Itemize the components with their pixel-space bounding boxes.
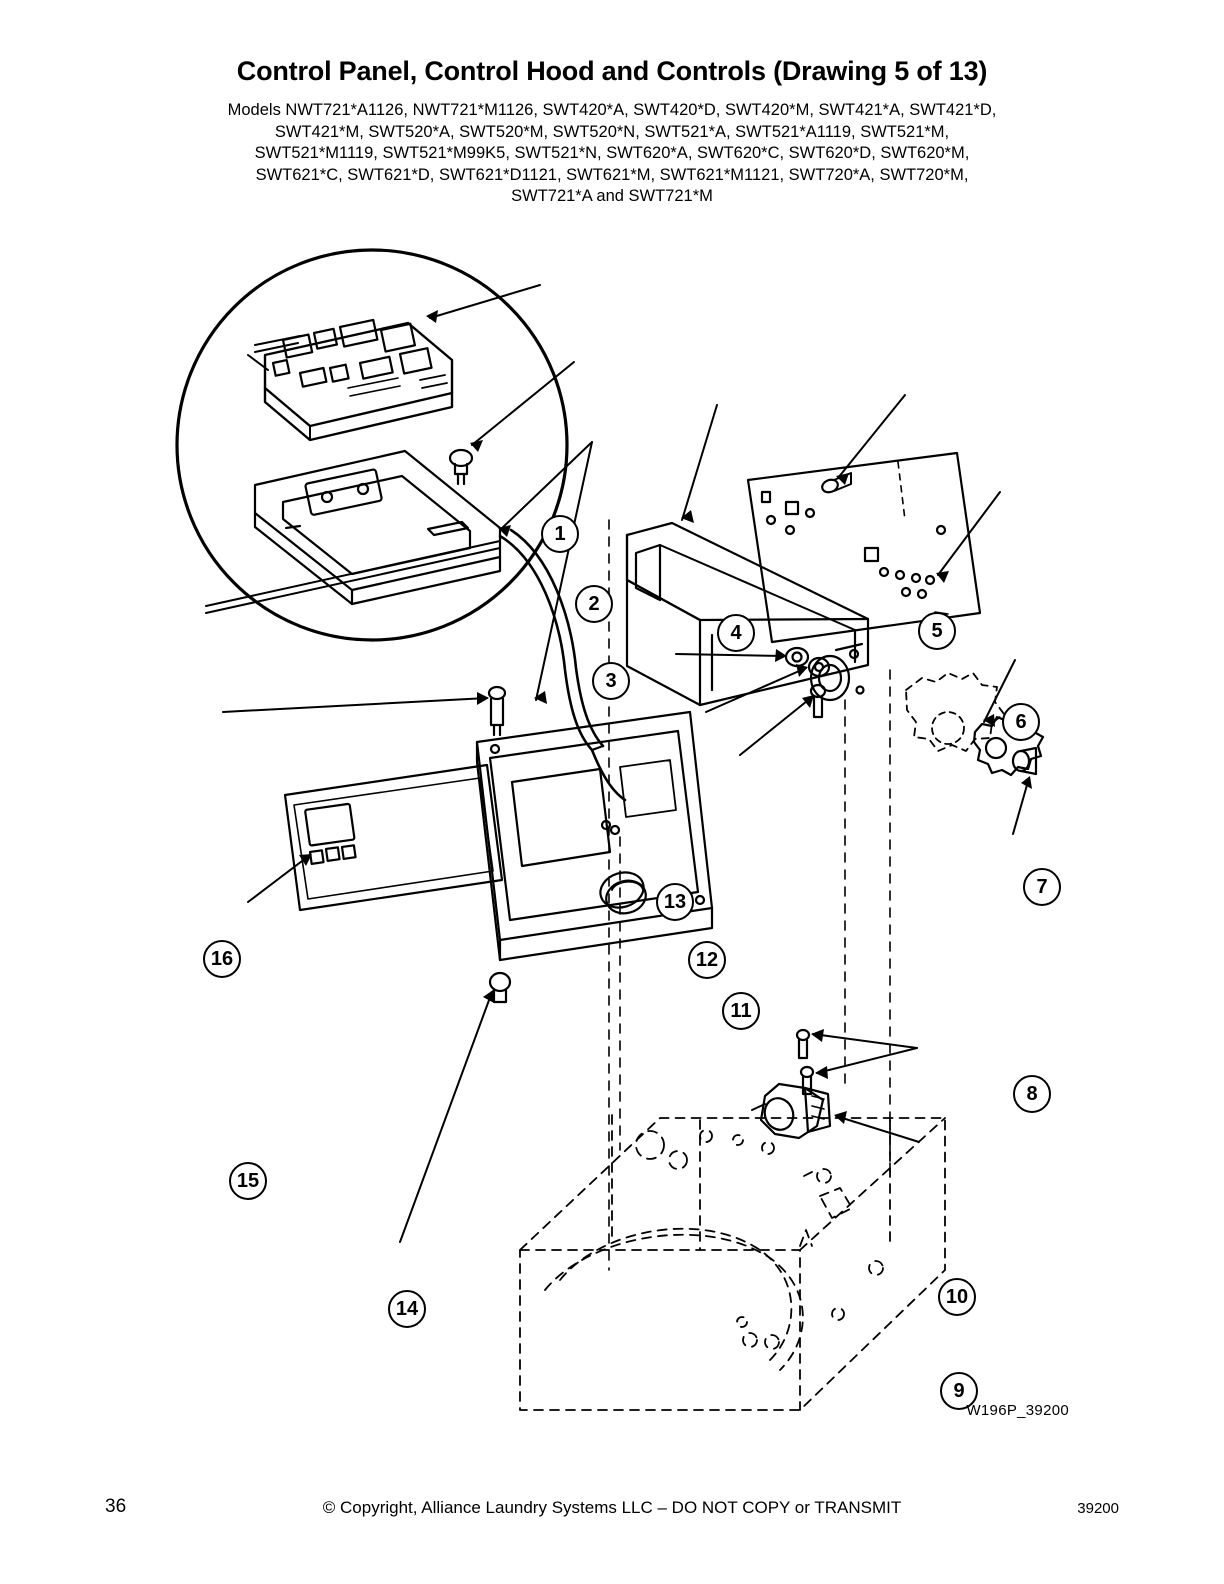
models-line-5: SWT721*A and SWT721*M — [511, 187, 713, 205]
control-board-detail — [248, 320, 452, 440]
callout-8[interactable]: 8 — [1013, 1075, 1051, 1113]
callout-12[interactable]: 12 — [688, 941, 726, 979]
exploded-parts-diagram — [0, 230, 1224, 1470]
callout-1[interactable]: 1 — [541, 515, 579, 553]
models-list — [172, 100, 1052, 208]
callout-10[interactable]: 10 — [938, 1278, 976, 1316]
callout-11[interactable]: 11 — [722, 992, 760, 1030]
models-line-4: SWT621*C, SWT621*D, SWT621*D1121, SWT621*M, SWT621*M1121, SWT720*A, SWT720*M, — [255, 165, 969, 184]
callout-9[interactable]: 9 — [940, 1372, 978, 1410]
models-line-2: SWT421*M, SWT520*A, SWT520*M, SWT520*N, SWT521*A, SWT521*A1119, SWT521*M, — [274, 122, 950, 141]
callout-2[interactable]: 2 — [575, 585, 613, 623]
screws-item-10 — [797, 1030, 813, 1094]
callout-4[interactable]: 4 — [717, 614, 755, 652]
callout-16[interactable]: 16 — [203, 940, 241, 978]
diagram-svg — [0, 230, 1224, 1470]
callout-14[interactable]: 14 — [388, 1290, 426, 1328]
figure-code: W196P_39200 — [966, 1402, 1069, 1419]
control-hood-item-4 — [627, 523, 868, 705]
screw-item-2 — [450, 450, 472, 484]
switch-assembly-item-9 — [752, 1084, 830, 1138]
callout-15[interactable]: 15 — [229, 1162, 267, 1200]
models-line-1: Models NWT721*A1126, NWT721*M1126, SWT420*A, SWT420*D, SWT420*M, SWT421*A, SWT421*D, — [227, 101, 997, 119]
screw-item-16 — [489, 687, 505, 735]
models-line-3: SWT521*M1119, SWT521*M99K5, SWT521*N, SWT620*A, SWT620*C, SWT620*D, SWT620*M, — [254, 144, 970, 162]
callout-6[interactable]: 6 — [1002, 703, 1040, 741]
cabinet-top-phantom — [520, 1115, 945, 1410]
callout-13[interactable]: 13 — [656, 883, 694, 921]
callout-3[interactable]: 3 — [592, 662, 630, 700]
screw-item-8 — [1013, 748, 1036, 774]
leader-lines — [223, 285, 1032, 1242]
bracket-phantom — [800, 1170, 852, 1246]
callout-7[interactable]: 7 — [1023, 868, 1061, 906]
part-number: 39200 — [1077, 1500, 1119, 1517]
copyright-notice: © Copyright, Alliance Laundry Systems LLC – DO NOT COPY or TRANSMIT — [322, 1498, 902, 1517]
callout-5[interactable]: 5 — [918, 612, 956, 650]
page-number: 36 — [105, 1496, 127, 1517]
control-panel-overlay-item-15 — [285, 765, 502, 910]
detail-magnifier-circle — [177, 250, 567, 640]
page-title: Control Panel, Control Hood and Controls (Drawing 5 of 13) — [236, 56, 988, 86]
control-hood-bracket-detail — [206, 451, 500, 613]
